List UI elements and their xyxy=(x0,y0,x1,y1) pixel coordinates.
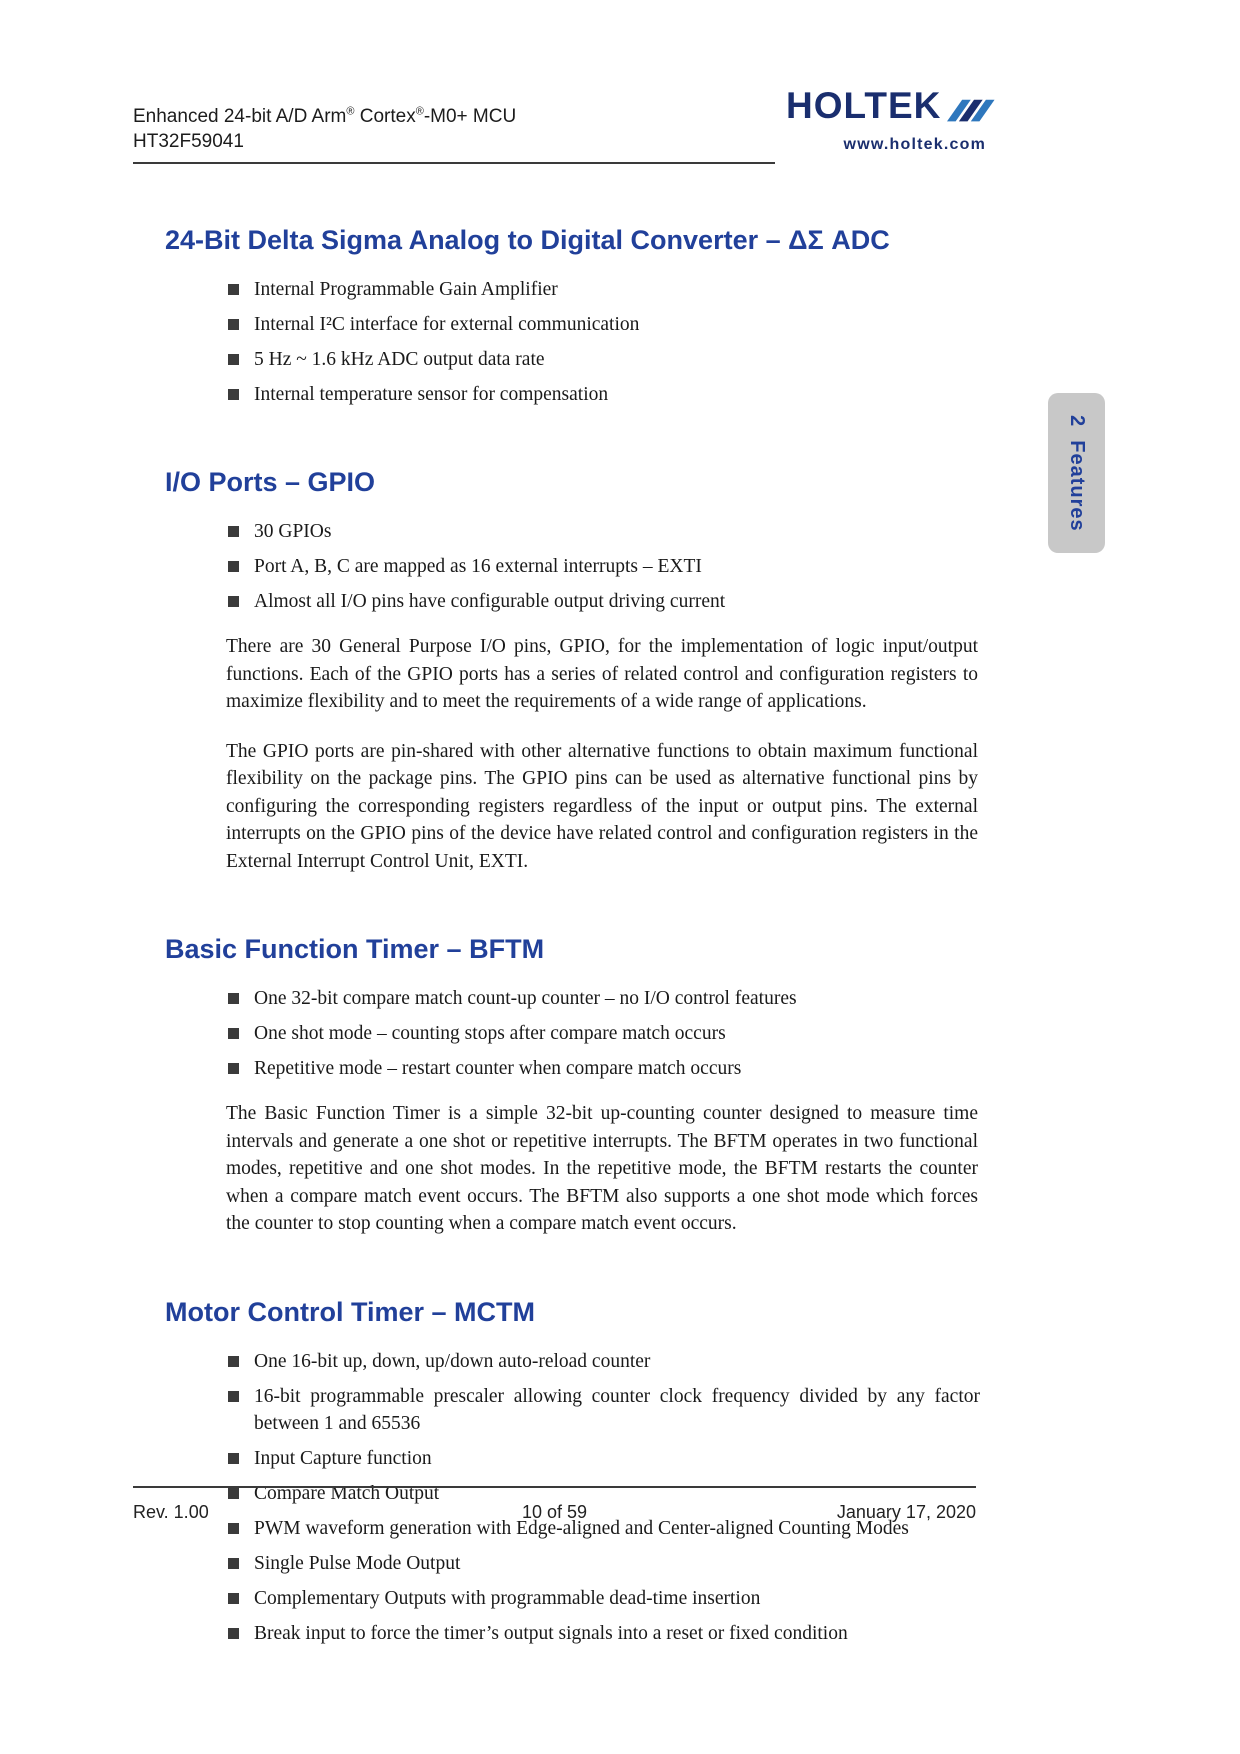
chapter-side-tab-label: 2 Features xyxy=(1066,414,1088,532)
bullet-text: Single Pulse Mode Output xyxy=(254,1552,461,1574)
bullet-text: Internal temperature sensor for compensation xyxy=(254,384,609,405)
holtek-logo-row xyxy=(786,86,996,132)
bullet-square-icon xyxy=(228,596,239,607)
bullet-text: 30 GPIOs xyxy=(254,521,332,542)
section-title: 24-Bit Delta Sigma Analog to Digital Converter – ΔΣ ADC xyxy=(165,225,890,255)
bullet-text: Repetitive mode – restart counter when compare match occurs xyxy=(254,1058,742,1079)
bullet-text: One shot mode – counting stops after compare match occurs xyxy=(254,1023,726,1044)
bullet-text: Complementary Outputs with programmable dead-time insertion xyxy=(254,1587,761,1609)
bullet-item xyxy=(228,1445,980,1472)
bullet-text: One 16-bit up, down, up/down auto-reload counter xyxy=(254,1350,651,1372)
holtek-swoosh-icon xyxy=(947,86,996,132)
footer-page-number: 10 of 59 xyxy=(521,1502,588,1522)
holtek-logo xyxy=(786,86,996,154)
page-footer xyxy=(133,1486,976,1523)
bullet-square-icon xyxy=(228,1628,239,1639)
bullet-text: Break input to force the timer’s output signals into a reset or fixed condition xyxy=(254,1622,848,1644)
bullet-item xyxy=(228,381,980,408)
header-title-mid: Cortex xyxy=(354,106,416,127)
bullet-item xyxy=(228,1055,980,1082)
footer-date: January 17, 2020 xyxy=(836,1502,976,1522)
header-title-pre: Enhanced 24-bit A/D Arm xyxy=(133,106,347,127)
bullet-item xyxy=(228,1383,980,1437)
bullet-list xyxy=(228,985,980,1082)
bullet-item xyxy=(228,276,980,303)
header-part-number: HT32F59041 xyxy=(133,131,244,152)
bullet-square-icon xyxy=(228,1063,239,1074)
bullet-item xyxy=(228,1585,980,1612)
paragraph: There are 30 General Purpose I/O pins, GPIO, for the implementation of logic input/output functions. Each of the GPIO ports has a series of related control and configuration registers to maximize flexibility and to meet the requirements of a wide range of applications. xyxy=(226,636,978,712)
section-title: I/O Ports – GPIO xyxy=(165,467,376,497)
bullet-text: 16-bit programmable prescaler allowing counter clock frequency divided by any factor between 1 and 65536 xyxy=(254,1385,980,1434)
bullet-item xyxy=(228,588,980,615)
bullet-square-icon xyxy=(228,1356,239,1367)
bullet-list xyxy=(228,276,980,408)
bullet-square-icon xyxy=(228,1453,239,1464)
bullet-square-icon xyxy=(228,319,239,330)
bullet-item xyxy=(228,346,980,373)
bullet-item xyxy=(228,1348,980,1375)
bullet-item xyxy=(228,518,980,545)
bullet-text: Port A, B, C are mapped as 16 external interrupts – EXTI xyxy=(254,556,702,577)
holtek-logo-text: HOLTEK xyxy=(786,85,942,126)
bullet-square-icon xyxy=(228,284,239,295)
footer-revision: Rev. 1.00 xyxy=(133,1502,209,1522)
bullet-item xyxy=(228,985,980,1012)
bullet-square-icon xyxy=(228,389,239,400)
bullet-text: Internal Programmable Gain Amplifier xyxy=(254,279,558,300)
page-content xyxy=(0,224,1240,1655)
bullet-square-icon xyxy=(228,1028,239,1039)
bullet-text: 5 Hz ~ 1.6 kHz ADC output data rate xyxy=(254,349,545,370)
registered-mark: ® xyxy=(415,105,424,118)
section-mctm xyxy=(0,1296,1240,1647)
bullet-item xyxy=(228,1550,980,1577)
bullet-square-icon xyxy=(228,1391,239,1402)
bullet-square-icon xyxy=(228,1523,239,1534)
bullet-text: Almost all I/O pins have configurable output driving current xyxy=(254,591,726,612)
bullet-item xyxy=(228,311,980,338)
bullet-text: One 32-bit compare match count-up counter – no I/O control features xyxy=(254,988,797,1009)
registered-mark: ® xyxy=(346,105,355,118)
section-gpio xyxy=(0,466,1240,875)
bullet-text: Input Capture function xyxy=(254,1447,432,1469)
bullet-item xyxy=(228,1020,980,1047)
paragraph: The Basic Function Timer is a simple 32-bit up-counting counter designed to measure time intervals and generate a one shot or repetitive interrupts. The BFTM operates in two functional modes, repetitive and one shot modes. In the repetitive mode, the BFTM restarts the counter when a compare match event occurs. The BFTM also supports a one shot mode which forces the counter to stop counting when a compare match event occurs. xyxy=(226,1103,978,1234)
bullet-text: Internal I²C interface for external communication xyxy=(254,314,640,335)
bullet-text: PWM waveform generation with Edge-aligned and Center-aligned Counting Modes xyxy=(254,1517,909,1539)
bullet-item xyxy=(228,553,980,580)
bullet-square-icon xyxy=(228,354,239,365)
section-adc xyxy=(0,224,1240,408)
bullet-square-icon xyxy=(228,1558,239,1569)
header-title-line1 xyxy=(133,104,775,129)
section-bftm xyxy=(0,933,1240,1238)
bullet-item xyxy=(228,1620,980,1647)
bullet-text: Compare Match Output xyxy=(254,1482,440,1504)
bullet-square-icon xyxy=(228,1593,239,1604)
section-title: Motor Control Timer – MCTM xyxy=(165,1296,535,1327)
holtek-website-url: www.holtek.com xyxy=(843,136,986,153)
header-title-post: -M0+ MCU xyxy=(423,106,517,127)
bullet-square-icon xyxy=(228,526,239,537)
paragraph: The GPIO ports are pin-shared with other alternative functions to obtain maximum functional flexibility on the package pins. The GPIO pins can be used as alternative functional pins by configuring the corresponding registers regardless of the input or output pins. The external interrupts on the GPIO pins of the device have related control and configuration registers in the External Interrupt Control Unit, EXTI. xyxy=(226,740,978,872)
section-title: Basic Function Timer – BFTM xyxy=(165,934,545,964)
bullet-square-icon xyxy=(228,993,239,1004)
bullet-square-icon xyxy=(228,561,239,572)
bullet-list xyxy=(228,518,980,615)
page-header xyxy=(133,104,775,164)
